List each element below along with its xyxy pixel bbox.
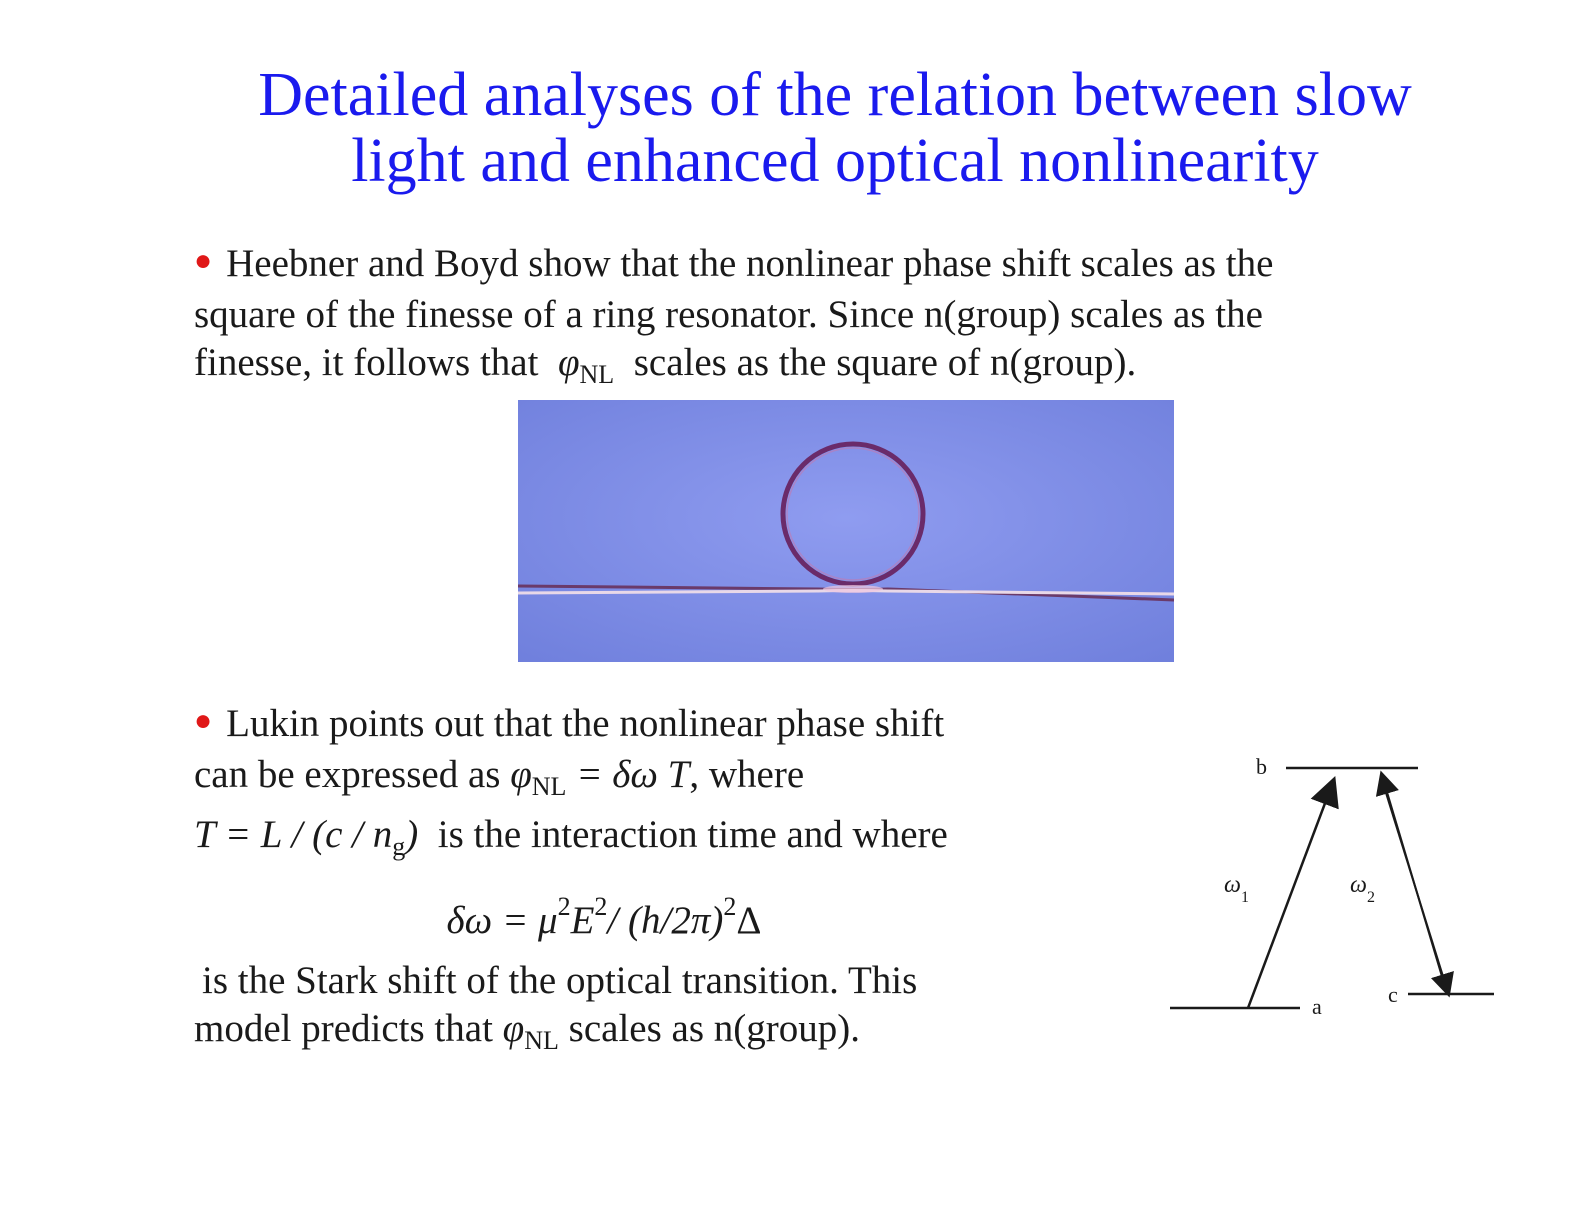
omega2-subscript: 2 [1367, 889, 1375, 906]
lambda-energy-level-diagram [1160, 740, 1500, 1030]
bullet-heebner-boyd [194, 240, 1273, 399]
level-c-label: c [1388, 982, 1398, 1007]
slide-title [200, 62, 1470, 194]
g-subscript: g [392, 832, 406, 861]
bullet1-line2: square of the finesse of a ring resonator. Since n(group) scales as the [194, 293, 1263, 336]
phase-equation: = δω T [576, 753, 690, 796]
bullet1-line1: Heebner and Boyd show that the nonlinear phase shift scales as the [226, 242, 1274, 285]
bullet1-line3-post: scales as the square of n(group). [633, 341, 1137, 384]
nl-subscript: NL [531, 772, 567, 801]
bullet-lukin [194, 700, 1014, 1065]
interaction-time-equation: T = L / (c / n [194, 813, 393, 856]
bullet2-line3-post: is the interaction time and where [437, 813, 948, 856]
bullet2-line5: is the Stark shift of the optical transition. This [202, 959, 918, 1002]
omega2-arrow-b [1384, 782, 1446, 990]
bullet1-line3-pre: finesse, it follows that [194, 341, 539, 384]
stark-shift-equation: $\delta\omega = \mu^2E^2/$ $(h/2\pi)^2\Delta$ [446, 892, 762, 942]
nl-subscript: NL [524, 1026, 559, 1055]
bullet-dot-icon: ● [194, 244, 213, 277]
bullet2-line2-pre: can be expressed as [194, 753, 501, 796]
paren-close: ) [405, 813, 419, 856]
omega1-subscript: 1 [1241, 889, 1249, 906]
title-line-1: Detailed analyses of the relation between slow [258, 61, 1412, 129]
nl-subscript: NL [579, 360, 615, 389]
bullet2-line6-pre: model predicts that [194, 1007, 493, 1050]
ring-resonator-photo [518, 400, 1174, 662]
bullet2-line1: Lukin points out that the nonlinear phase shift [226, 702, 945, 745]
ring-resonator-image [518, 400, 1174, 662]
phi-symbol: φ [557, 341, 580, 384]
bullet2-line2-post: , where [689, 753, 805, 796]
omega2-label: ω [1350, 872, 1367, 898]
bullet-dot-icon: ● [194, 704, 213, 737]
phi-symbol: φ [502, 1007, 525, 1050]
phi-symbol: φ [510, 753, 532, 796]
title-line-2: light and enhanced optical nonlinearity [351, 127, 1319, 195]
level-b-label: b [1256, 754, 1267, 779]
omega1-label: ω [1224, 872, 1241, 898]
level-a-label: a [1312, 994, 1322, 1019]
omega1-arrow [1248, 790, 1330, 1008]
bullet2-line6-post: scales as n(group). [568, 1007, 860, 1050]
